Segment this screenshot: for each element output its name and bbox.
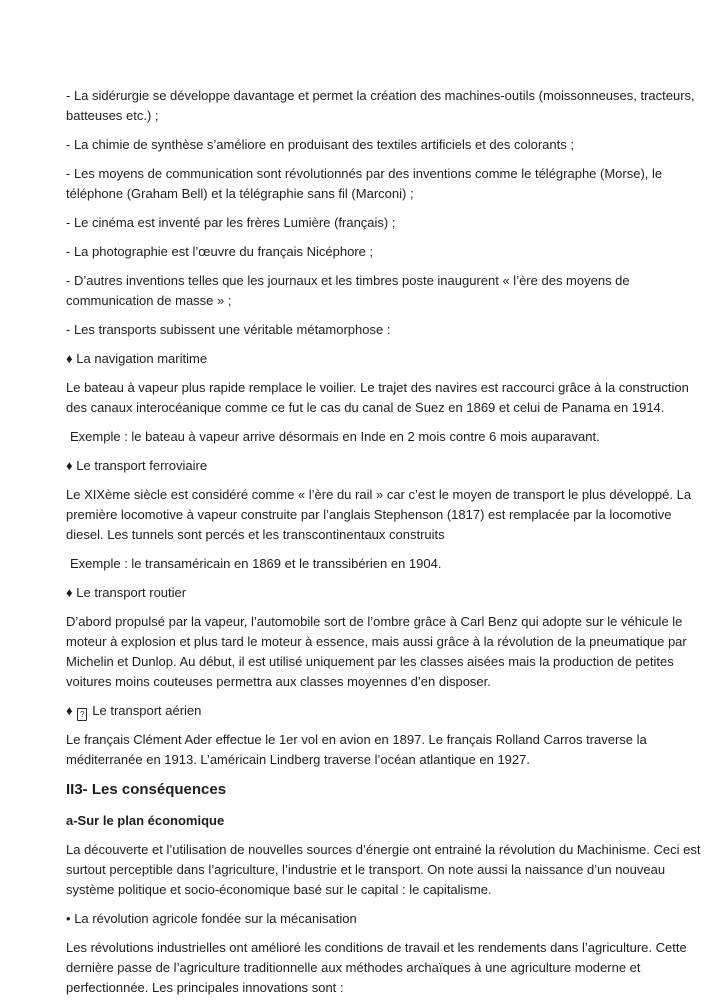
missing-glyph-box-icon: ? (77, 708, 87, 721)
paragraph: Le bateau à vapeur plus rapide remplace le voilier. Le trajet des navires est raccourci grâce à la construction des canaux interocéanique comme ce fut le cas du canal de Suez en 1869 et celui de Panama en 1914. (66, 380, 689, 415)
bullet-heading (66, 456, 708, 476)
bullet-heading (66, 583, 708, 603)
paragraph: - La photographie est l’œuvre du français Nicéphore ; (66, 244, 374, 259)
example-paragraph: Exemple : le bateau à vapeur arrive désormais en Inde en 2 mois contre 6 mois auparavant. (70, 429, 600, 444)
bullet-heading-label: Le transport routier (76, 585, 187, 600)
bullet-heading-label: Le transport aérien (92, 703, 202, 718)
paragraph: Le XIXème siècle est considéré comme « l’ère du rail » car c’est le moyen de transport le plus développé. La première locomotive à vapeur construite par l’anglais Stephenson (1817) est remplacée par la locomotive diesel. Les tunnels sont percés et les transcontinentaux construits (66, 487, 692, 542)
bullet-heading-label: La navigation maritime (76, 351, 208, 366)
dot-bullet-icon: • (66, 911, 71, 926)
paragraph: D’abord propulsé par la vapeur, l’automobile sort de l’ombre grâce à Carl Benz qui adopte sur le véhicule le moteur à explosion et plus tard le moteur à essence, mais aussi grâce à la révolution de la pneumatique par Michelin et Dunlop. Au début, il est utilisé uniquement par les classes aisées mais la production de petites voitures moins couteuses permettra aux classes moyennes d’en disposer. (66, 614, 687, 689)
paragraph: - Le cinéma est inventé par les frères Lumière (français) ; (66, 215, 396, 230)
diamond-bullet-icon: ♦ (66, 351, 73, 366)
bullet-heading (66, 909, 708, 929)
bullet-heading-label: Le transport ferroviaire (76, 458, 208, 473)
sub-heading: a-Sur le plan économique (66, 813, 225, 828)
section-heading: II3- Les conséquences (66, 781, 227, 798)
paragraph: Le français Clément Ader effectue le 1er vol en avion en 1897. Le français Rolland Carros traverse la méditerranée en 1913. L’américain Lindberg traverse l’océan atlantique en 1927. (66, 732, 647, 767)
bullet-heading-label: La révolution agricole fondée sur la mécanisation (74, 911, 357, 926)
paragraph: - La chimie de synthèse s’améliore en produisant des textiles artificiels et des colorants ; (66, 137, 574, 152)
bullet-heading (66, 701, 708, 721)
bullet-heading (66, 349, 708, 369)
paragraph: Les révolutions industrielles ont amélioré les conditions de travail et les rendements dans l’agriculture. Cette dernière passe de l’agriculture traditionnelle aux méthodes archaïques à une agriculture moderne et perfectionnée. Les principales innovations sont : (66, 940, 687, 995)
example-paragraph: Exemple : le transaméricain en 1869 et le transsibérien en 1904. (70, 556, 442, 571)
paragraph: - Les transports subissent une véritable métamorphose : (66, 322, 391, 337)
diamond-bullet-icon: ♦ (66, 585, 73, 600)
paragraph: La découverte et l’utilisation de nouvelles sources d’énergie ont entrainé la révolution du Machinisme. Ceci est surtout perceptible dans l’agriculture, l’industrie et le transport. On note aussi la naissance d’un nouveau système politique et socio-économique basé sur le capital : le capitalisme. (66, 842, 701, 897)
diamond-bullet-icon: ♦ (66, 703, 73, 718)
document-content (66, 86, 708, 998)
paragraph: - D’autres inventions telles que les journaux et les timbres poste inaugurent « l’ère des moyens de communication de masse » ; (66, 273, 630, 308)
paragraph: - Les moyens de communication sont révolutionnés par des inventions comme le télégraphe (Morse), le téléphone (Graham Bell) et la télégraphie sans fil (Marconi) ; (66, 166, 663, 201)
diamond-bullet-icon: ♦ (66, 458, 73, 473)
paragraph: - La sidérurgie se développe davantage et permet la création des machines-outils (moissonneuses, tracteurs, batteuses etc.) ; (66, 88, 695, 123)
